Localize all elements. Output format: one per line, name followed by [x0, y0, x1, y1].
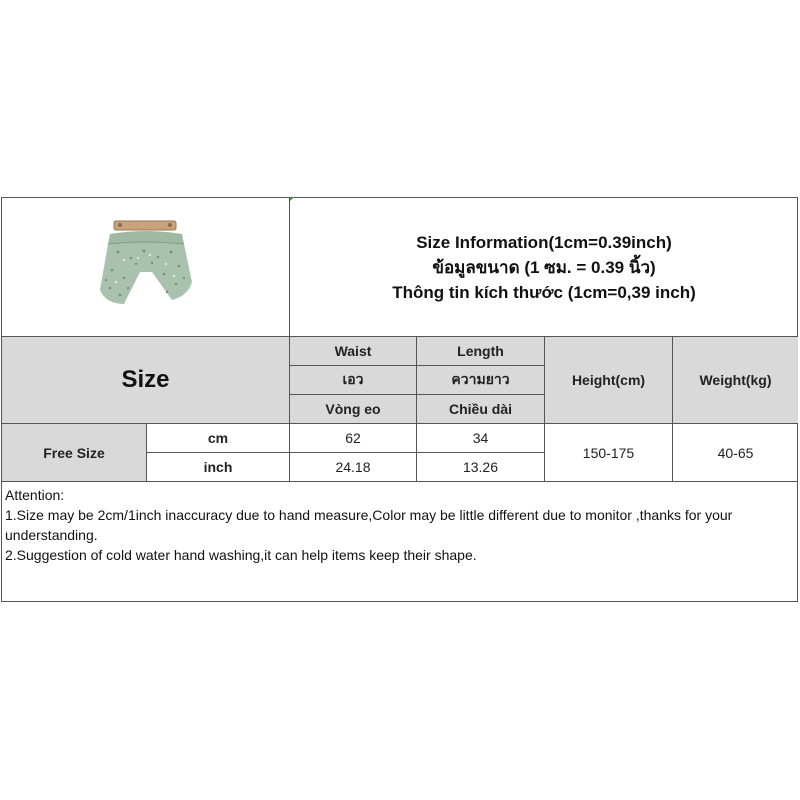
waist-cm-cell: 62 [290, 424, 417, 453]
size-information-cell [290, 198, 798, 337]
attention-notes [2, 483, 797, 565]
height-header: Height(cm) [545, 337, 673, 424]
waist-header-th: เอว [290, 366, 417, 395]
size-chart-sheet [1, 197, 798, 602]
attention-title: Attention: [5, 487, 65, 503]
product-photo-cell [2, 198, 290, 337]
waist-header-en: Waist [290, 337, 417, 366]
length-header-en: Length [417, 337, 545, 366]
size-name-cell: Free Size [2, 424, 147, 482]
attention-line-2: 2.Suggestion of cold water hand washing,it can help items keep their shape. [5, 547, 477, 563]
waist-header-vi: Vòng eo [290, 395, 417, 424]
size-information-title-th: ข้อมูลขนาด (1 ซม. = 0.39 นิ้ว) [432, 257, 656, 277]
height-value-cell: 150-175 [545, 424, 673, 482]
size-header: Size [2, 337, 290, 424]
cell-corner-marker [290, 197, 294, 201]
unit-inch-cell: inch [147, 453, 290, 482]
length-header-th: ความยาว [417, 366, 545, 395]
waist-inch-cell: 24.18 [290, 453, 417, 482]
size-information-title-en: Size Information(1cm=0.39inch) [416, 232, 672, 252]
length-cm-cell: 34 [417, 424, 545, 453]
size-information-title-vi: Thông tin kích thước (1cm=0,39 inch) [392, 282, 696, 302]
weight-value-cell: 40-65 [673, 424, 798, 482]
length-inch-cell: 13.26 [417, 453, 545, 482]
shorts-on-hanger-photo-icon [76, 200, 216, 334]
weight-header: Weight(kg) [673, 337, 798, 424]
length-header-vi: Chiều dài [417, 395, 545, 424]
attention-line-1: 1.Size may be 2cm/1inch inaccuracy due to hand measure,Color may be little different due to monitor ,thanks for your understanding. [5, 507, 733, 543]
unit-cm-cell: cm [147, 424, 290, 453]
